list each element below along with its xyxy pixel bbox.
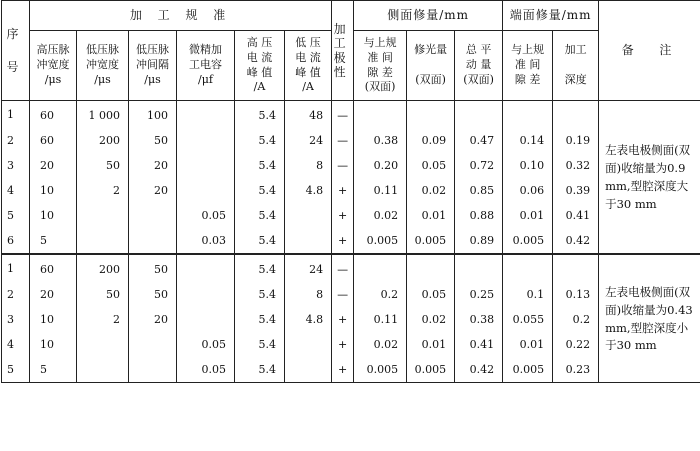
cell-hv-pulse-width: 20 [30, 153, 77, 178]
cell-seq: 3 [2, 307, 30, 332]
cell-side-total-orbit [455, 101, 503, 129]
column-header-lv-pulse-interval: 低压脉 冲间隔 /μs [129, 31, 177, 101]
cell-side-total-orbit: 0.25 [455, 282, 503, 307]
cell-end-depth: 0.23 [553, 357, 599, 383]
cell-hv-peak-current: 5.4 [235, 203, 285, 228]
cell-lv-pulse-width [77, 203, 129, 228]
cell-seq: 4 [2, 178, 30, 203]
cell-fine-capacitor [177, 101, 235, 129]
table-row [2, 254, 700, 282]
cell-lv-peak-current: 4.8 [285, 307, 332, 332]
cell-side-finish: 0.005 [407, 357, 455, 383]
cell-lv-pulse-interval [129, 228, 177, 254]
cell-lv-peak-current [285, 228, 332, 254]
cell-lv-pulse-width: 50 [77, 153, 129, 178]
cell-lv-pulse-interval [129, 203, 177, 228]
cell-side-gap-diff: 0.005 [354, 357, 407, 383]
cell-side-finish: 0.02 [407, 307, 455, 332]
cell-hv-pulse-width: 10 [30, 203, 77, 228]
cell-hv-peak-current: 5.4 [235, 332, 285, 357]
cell-end-depth: 0.13 [553, 282, 599, 307]
cell-lv-pulse-width [77, 332, 129, 357]
column-header-lv-pulse-width: 低压脉 冲宽度 /μs [77, 31, 129, 101]
cell-end-gap-diff: 0.10 [503, 153, 553, 178]
cell-side-total-orbit: 0.72 [455, 153, 503, 178]
header-polarity: 加 工 极 性 [332, 1, 354, 101]
cell-fine-capacitor [177, 128, 235, 153]
cell-side-total-orbit: 0.42 [455, 357, 503, 383]
cell-lv-pulse-interval: 20 [129, 178, 177, 203]
cell-polarity: + [332, 307, 354, 332]
cell-hv-peak-current: 5.4 [235, 153, 285, 178]
cell-lv-peak-current [285, 332, 332, 357]
cell-hv-peak-current: 5.4 [235, 178, 285, 203]
cell-hv-pulse-width: 20 [30, 282, 77, 307]
cell-end-depth [553, 254, 599, 282]
cell-side-finish: 0.05 [407, 153, 455, 178]
cell-lv-pulse-width: 200 [77, 128, 129, 153]
machining-spec-table [1, 0, 700, 383]
table-row [2, 203, 700, 228]
cell-seq: 5 [2, 203, 30, 228]
table-row [2, 282, 700, 307]
cell-lv-peak-current: 4.8 [285, 178, 332, 203]
table-row [2, 357, 700, 383]
cell-hv-peak-current: 5.4 [235, 307, 285, 332]
cell-end-gap-diff: 0.01 [503, 203, 553, 228]
cell-lv-peak-current: 8 [285, 282, 332, 307]
cell-lv-peak-current: 8 [285, 153, 332, 178]
cell-side-gap-diff: 0.02 [354, 203, 407, 228]
cell-side-finish: 0.09 [407, 128, 455, 153]
cell-fine-capacitor: 0.03 [177, 228, 235, 254]
cell-lv-pulse-interval: 20 [129, 307, 177, 332]
cell-end-depth: 0.22 [553, 332, 599, 357]
cell-seq: 1 [2, 254, 30, 282]
column-header-side-gap-diff: 与上规 准 间 隙 差 (双面) [354, 31, 407, 101]
cell-seq: 2 [2, 282, 30, 307]
table-row [2, 307, 700, 332]
cell-lv-pulse-width: 2 [77, 307, 129, 332]
cell-lv-pulse-width: 50 [77, 282, 129, 307]
cell-seq: 6 [2, 228, 30, 254]
cell-side-gap-diff [354, 101, 407, 129]
header-remark: 备 注 [599, 1, 700, 101]
cell-side-finish [407, 101, 455, 129]
cell-polarity: — [332, 153, 354, 178]
cell-polarity: + [332, 332, 354, 357]
cell-side-finish [407, 254, 455, 282]
cell-seq: 1 [2, 101, 30, 129]
cell-side-total-orbit: 0.88 [455, 203, 503, 228]
cell-seq: 4 [2, 332, 30, 357]
cell-side-finish: 0.01 [407, 332, 455, 357]
cell-fine-capacitor [177, 307, 235, 332]
cell-fine-capacitor [177, 178, 235, 203]
cell-lv-pulse-width: 200 [77, 254, 129, 282]
cell-side-finish: 0.02 [407, 178, 455, 203]
cell-lv-pulse-interval: 50 [129, 128, 177, 153]
cell-hv-peak-current: 5.4 [235, 228, 285, 254]
cell-polarity: + [332, 357, 354, 383]
cell-side-finish: 0.01 [407, 203, 455, 228]
cell-hv-peak-current: 5.4 [235, 128, 285, 153]
cell-hv-pulse-width: 60 [30, 101, 77, 129]
column-header-fine-capacitor: 微精加 工电容 /μf [177, 31, 235, 101]
cell-lv-pulse-interval [129, 332, 177, 357]
header-side-allowance: 侧面修量/mm [354, 1, 503, 31]
cell-lv-peak-current [285, 203, 332, 228]
cell-hv-pulse-width: 10 [30, 332, 77, 357]
cell-end-gap-diff: 0.005 [503, 228, 553, 254]
cell-side-gap-diff: 0.005 [354, 228, 407, 254]
header-process-spec: 加 工 规 准 [30, 1, 332, 31]
cell-side-total-orbit [455, 254, 503, 282]
cell-lv-pulse-width: 2 [77, 178, 129, 203]
cell-polarity: — [332, 128, 354, 153]
cell-end-depth [553, 101, 599, 129]
column-header-hv-peak-current: 高 压 电 流 峰 值 /A [235, 31, 285, 101]
cell-lv-pulse-width [77, 357, 129, 383]
column-header-end-depth: 加工 深度 [553, 31, 599, 101]
cell-side-total-orbit: 0.41 [455, 332, 503, 357]
cell-side-gap-diff: 0.11 [354, 307, 407, 332]
cell-side-gap-diff: 0.20 [354, 153, 407, 178]
cell-polarity: — [332, 282, 354, 307]
cell-seq: 2 [2, 128, 30, 153]
column-header-side-finish: 修光量 (双面) [407, 31, 455, 101]
cell-end-depth: 0.42 [553, 228, 599, 254]
cell-side-gap-diff: 0.11 [354, 178, 407, 203]
table-row [2, 228, 700, 254]
cell-hv-peak-current: 5.4 [235, 254, 285, 282]
cell-fine-capacitor: 0.05 [177, 203, 235, 228]
header-seq: 序 号 [2, 1, 30, 101]
cell-end-gap-diff: 0.005 [503, 357, 553, 383]
cell-hv-pulse-width: 10 [30, 178, 77, 203]
table-row [2, 101, 700, 129]
cell-side-gap-diff: 0.38 [354, 128, 407, 153]
cell-lv-pulse-interval: 20 [129, 153, 177, 178]
cell-seq: 5 [2, 357, 30, 383]
cell-lv-pulse-interval: 50 [129, 254, 177, 282]
table-row [2, 128, 700, 153]
cell-hv-peak-current: 5.4 [235, 101, 285, 129]
cell-lv-pulse-width: 1 000 [77, 101, 129, 129]
cell-hv-pulse-width: 10 [30, 307, 77, 332]
cell-fine-capacitor: 0.05 [177, 332, 235, 357]
cell-end-gap-diff: 0.055 [503, 307, 553, 332]
cell-end-depth: 0.19 [553, 128, 599, 153]
cell-lv-peak-current: 24 [285, 254, 332, 282]
cell-end-gap-diff: 0.01 [503, 332, 553, 357]
cell-side-total-orbit: 0.38 [455, 307, 503, 332]
table-row [2, 332, 700, 357]
cell-side-gap-diff: 0.02 [354, 332, 407, 357]
cell-lv-pulse-interval: 100 [129, 101, 177, 129]
cell-fine-capacitor [177, 282, 235, 307]
cell-end-gap-diff [503, 254, 553, 282]
cell-end-depth: 0.32 [553, 153, 599, 178]
cell-polarity: + [332, 228, 354, 254]
cell-lv-peak-current [285, 357, 332, 383]
remark-note: 左表电极侧面(双面)收缩量为0.9 mm,型腔深度大于30 mm [599, 101, 700, 255]
column-header-lv-peak-current: 低 压 电 流 峰 值 /A [285, 31, 332, 101]
cell-lv-peak-current: 48 [285, 101, 332, 129]
table-row [2, 178, 700, 203]
cell-hv-pulse-width: 5 [30, 228, 77, 254]
header-end-allowance: 端面修量/mm [503, 1, 599, 31]
cell-seq: 3 [2, 153, 30, 178]
cell-polarity: + [332, 203, 354, 228]
cell-lv-pulse-interval [129, 357, 177, 383]
cell-hv-pulse-width: 60 [30, 128, 77, 153]
cell-fine-capacitor: 0.05 [177, 357, 235, 383]
cell-polarity: — [332, 101, 354, 129]
column-header-end-gap-diff: 与上规 准 间 隙 差 [503, 31, 553, 101]
cell-side-total-orbit: 0.85 [455, 178, 503, 203]
cell-hv-pulse-width: 60 [30, 254, 77, 282]
cell-side-finish: 0.05 [407, 282, 455, 307]
cell-end-gap-diff [503, 101, 553, 129]
cell-hv-pulse-width: 5 [30, 357, 77, 383]
cell-lv-pulse-interval: 50 [129, 282, 177, 307]
cell-polarity: — [332, 254, 354, 282]
cell-end-gap-diff: 0.1 [503, 282, 553, 307]
cell-end-depth: 0.2 [553, 307, 599, 332]
cell-side-total-orbit: 0.47 [455, 128, 503, 153]
cell-side-total-orbit: 0.89 [455, 228, 503, 254]
table-row [2, 153, 700, 178]
remark-note: 左表电极侧面(双面)收缩量为0.43 mm,型腔深度小于30 mm [599, 254, 700, 383]
cell-lv-peak-current: 24 [285, 128, 332, 153]
cell-side-gap-diff [354, 254, 407, 282]
cell-polarity: + [332, 178, 354, 203]
cell-side-finish: 0.005 [407, 228, 455, 254]
column-header-hv-pulse-width: 高压脉 冲宽度 /μs [30, 31, 77, 101]
cell-hv-peak-current: 5.4 [235, 282, 285, 307]
cell-end-gap-diff: 0.14 [503, 128, 553, 153]
cell-end-depth: 0.41 [553, 203, 599, 228]
cell-side-gap-diff: 0.2 [354, 282, 407, 307]
cell-fine-capacitor [177, 254, 235, 282]
cell-end-gap-diff: 0.06 [503, 178, 553, 203]
cell-hv-peak-current: 5.4 [235, 357, 285, 383]
cell-end-depth: 0.39 [553, 178, 599, 203]
cell-fine-capacitor [177, 153, 235, 178]
cell-lv-pulse-width [77, 228, 129, 254]
column-header-side-total-orbit: 总 平 动 量 (双面) [455, 31, 503, 101]
